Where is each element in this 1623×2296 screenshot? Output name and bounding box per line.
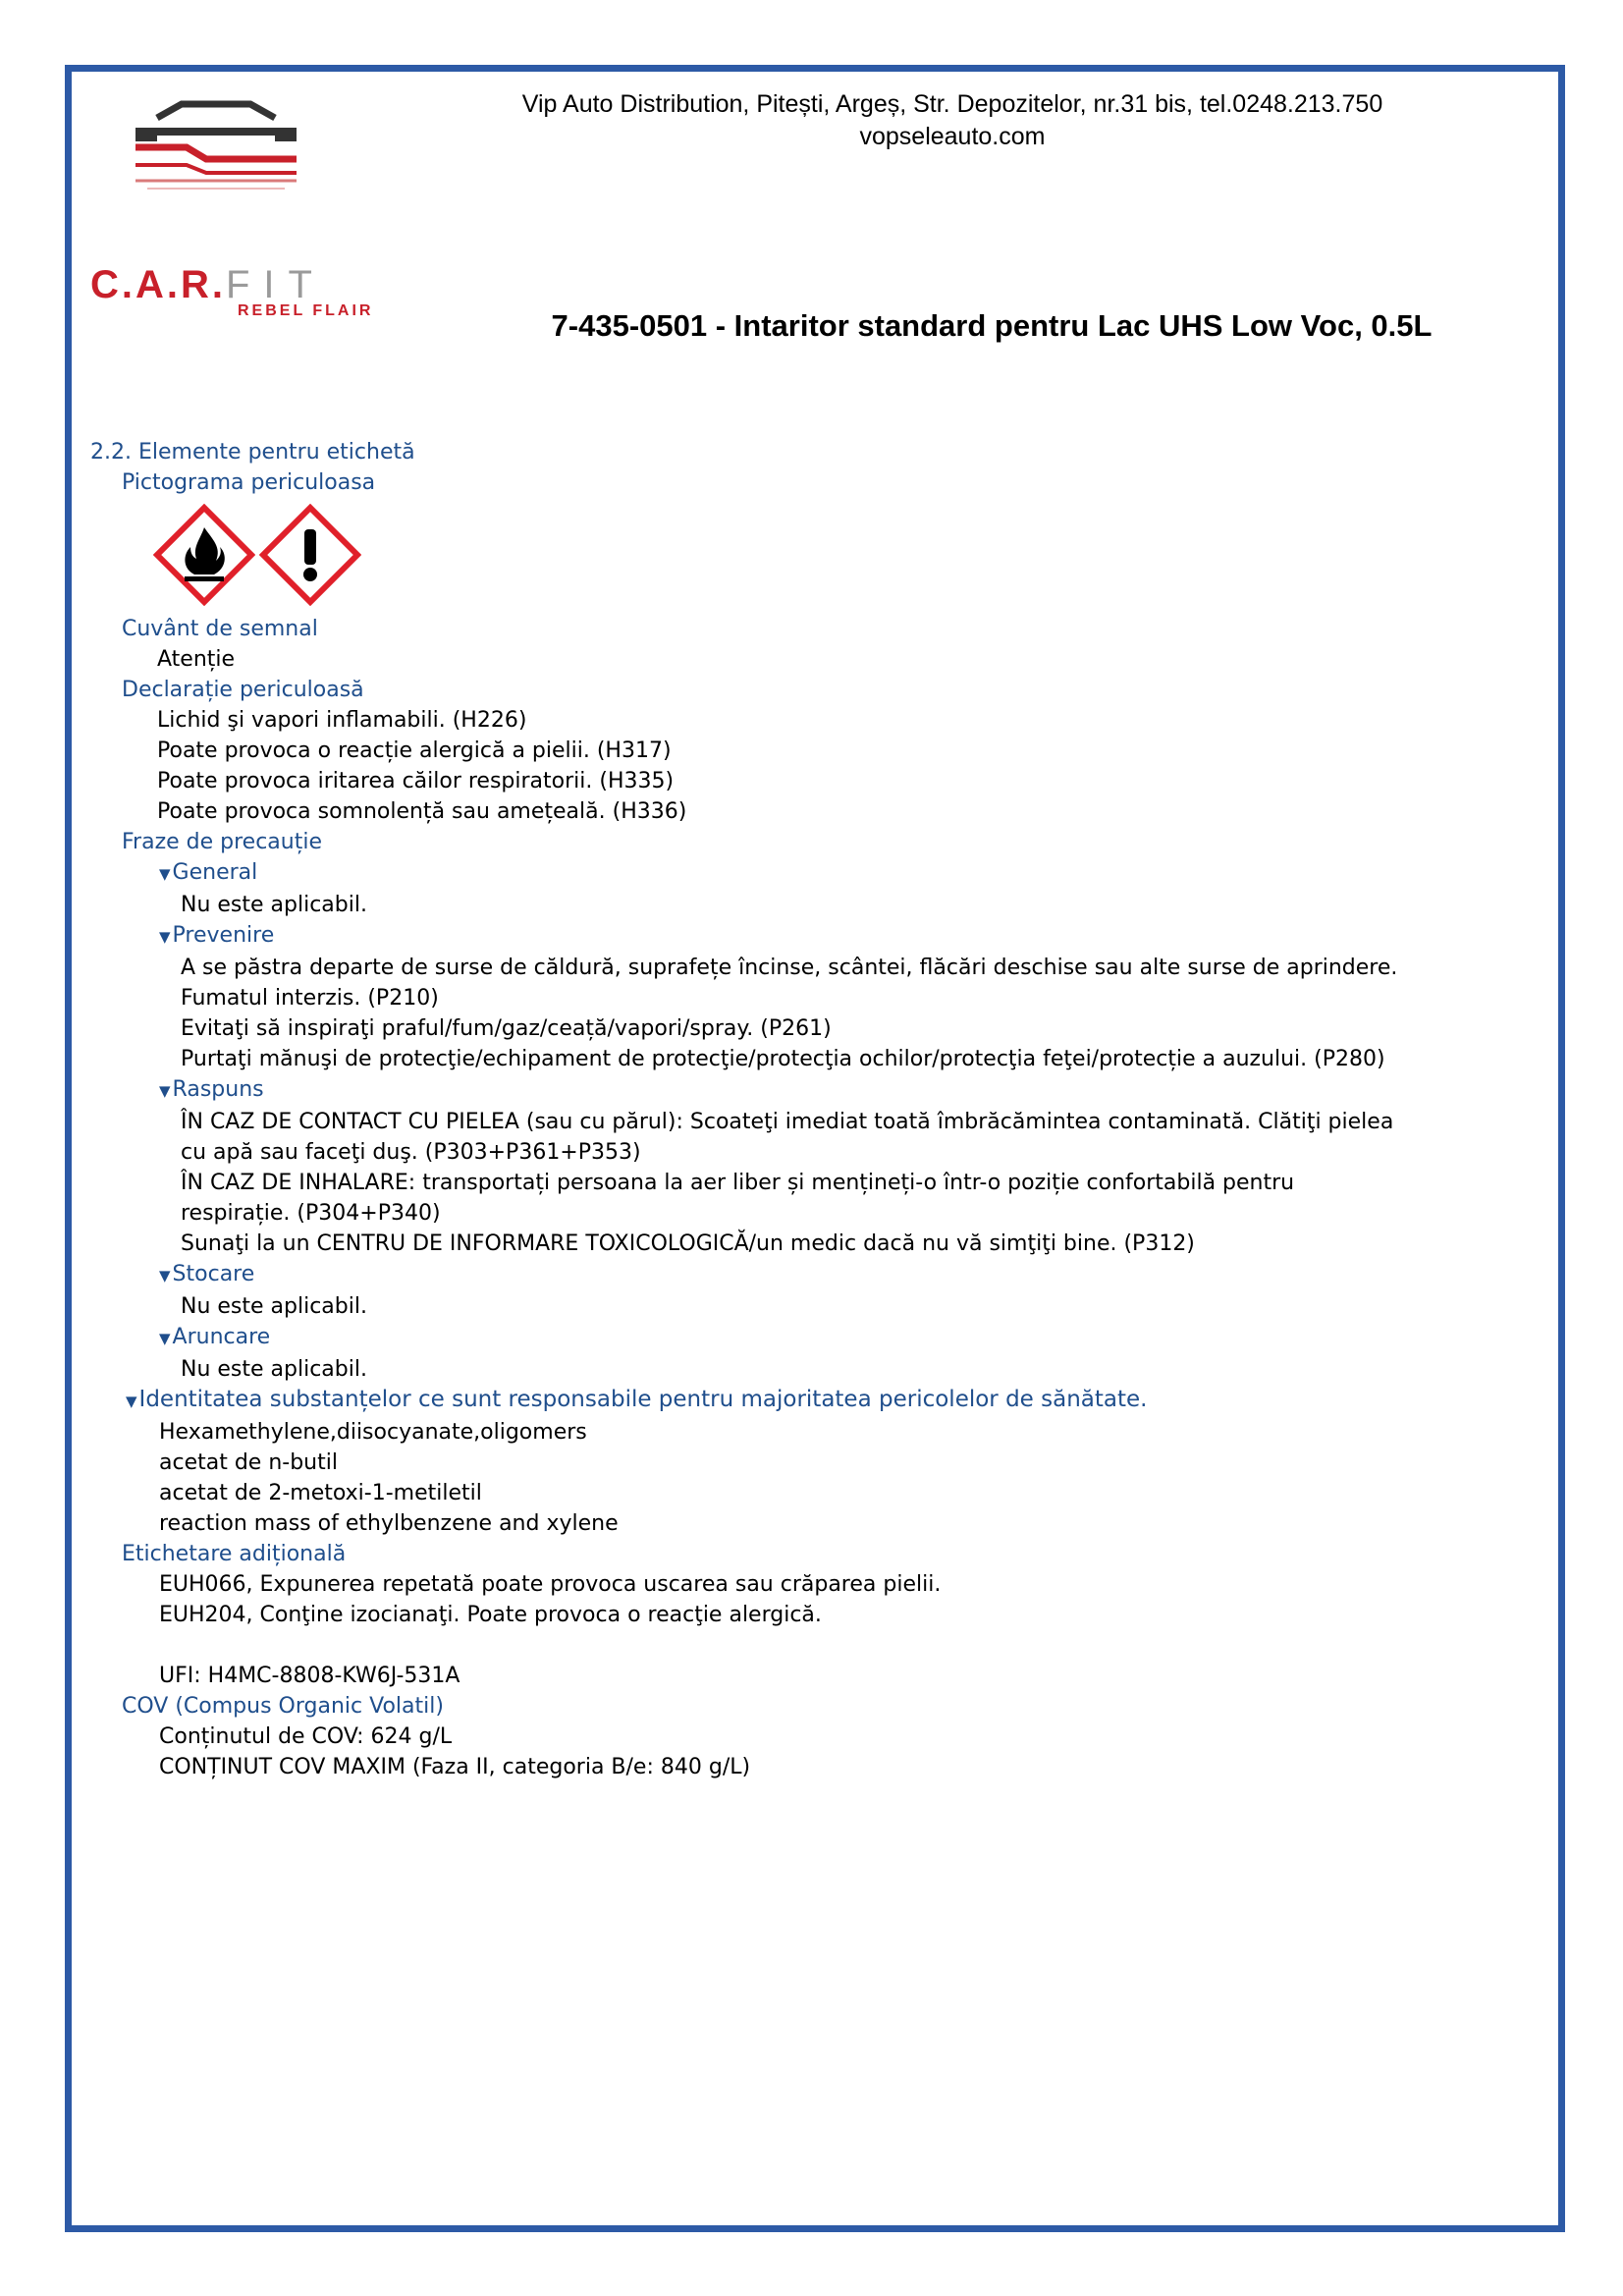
company-address: Vip Auto Distribution, Pitești, Argeș, Str. Depozitelor, nr.31 bis, tel.0248.213.750	[521, 90, 1383, 118]
prevention-statement: Purtaţi mănuşi de protecţie/echipament de protecţie/protecţia ochilor/protecţia feţei/protecție a auzului. (P280)	[181, 1047, 1385, 1071]
flame-icon	[153, 504, 255, 606]
hazard-statement-heading: Declarație periculoasă	[122, 678, 364, 702]
prevention-statement: A se păstra departe de surse de căldură, suprafețe încinse, scântei, flăcări deschise sau alte surse de aprindere.	[181, 956, 1398, 980]
ufi-code: UFI: H4MC-8808-KW6J-531A	[159, 1664, 460, 1688]
hazard-pictograms	[90, 504, 1465, 606]
prevention-statement: Fumatul interzis. (P210)	[181, 986, 439, 1011]
general-heading: ▼General	[159, 860, 258, 885]
additional-labelling-heading: Etichetare adițională	[122, 1542, 347, 1566]
triangle-down-icon: ▼	[159, 1267, 171, 1285]
signal-word: Atenție	[157, 647, 236, 672]
identity-substance: acetat de n-butil	[159, 1450, 338, 1475]
triangle-down-icon: ▼	[159, 1330, 171, 1347]
spacer	[90, 1630, 1465, 1661]
label-elements	[90, 437, 1465, 1782]
identity-substance: Hexamethylene,diisocyanate,oligomers	[159, 1420, 587, 1445]
signal-word-heading: Cuvânt de semnal	[122, 617, 318, 641]
general-text: Nu este aplicabil.	[181, 893, 367, 917]
company-website[interactable]: vopseleauto.com	[859, 123, 1046, 150]
section-title: 2.2. Elemente pentru etichetă	[90, 440, 415, 465]
hazard-statement: Poate provoca o reacție alergică a pielii. (H317)	[157, 738, 672, 763]
hazard-statement: Lichid şi vapori inflamabili. (H226)	[157, 708, 527, 733]
storage-text: Nu este aplicabil.	[181, 1294, 367, 1319]
response-statement: respirație. (P304+P340)	[181, 1201, 441, 1226]
response-statement: ÎN CAZ DE INHALARE: transportați persoana la aer liber și mențineți-o într-o poziție confortabilă pentru	[181, 1171, 1295, 1195]
prevention-heading: ▼Prevenire	[159, 923, 275, 948]
triangle-down-icon: ▼	[159, 928, 171, 946]
hazard-statement: Poate provoca somnolență sau amețeală. (H336)	[157, 799, 687, 824]
triangle-down-icon: ▼	[159, 865, 171, 883]
carfit-tagline: REBEL FLAIR	[238, 302, 374, 319]
exclamation-icon	[259, 504, 361, 606]
product-title: 7-435-0501 - Intaritor standard pentru Lac UHS Low Voc, 0.5L	[551, 308, 1433, 343]
pictogram-heading: Pictograma periculoasa	[122, 470, 376, 495]
storage-heading: ▼Stocare	[159, 1262, 255, 1286]
triangle-down-icon: ▼	[159, 1082, 171, 1100]
carfit-logo	[90, 263, 395, 322]
response-heading: ▼Raspuns	[159, 1077, 264, 1102]
additional-statement: EUH204, Conţine izocianaţi. Poate provoca o reacţie alergică.	[159, 1603, 822, 1627]
carfit-name: C.A.R.	[90, 263, 226, 306]
voc-heading: COV (Compus Organic Volatil)	[122, 1694, 444, 1719]
identity-substance: reaction mass of ethylbenzene and xylene	[159, 1511, 619, 1536]
triangle-down-icon: ▼	[126, 1393, 137, 1410]
carfit-wordmark	[90, 263, 326, 307]
hazard-statement: Poate provoca iritarea căilor respiratorii. (H335)	[157, 769, 675, 793]
response-statement: cu apă sau faceţi duş. (P303+P361+P353)	[181, 1140, 641, 1165]
carfit-fit: FIT	[226, 263, 326, 306]
voc-max: CONȚINUT COV MAXIM (Faza II, categoria B/e: 840 g/L)	[159, 1755, 751, 1779]
disposal-text: Nu este aplicabil.	[181, 1357, 367, 1382]
car-logo-icon	[128, 96, 304, 194]
identity-substance: acetat de 2-metoxi-1-metiletil	[159, 1481, 482, 1505]
voc-content: Conținutul de COV: 624 g/L	[159, 1724, 453, 1749]
precaution-heading: Fraze de precauție	[122, 830, 323, 854]
disposal-heading: ▼Aruncare	[159, 1325, 271, 1349]
response-statement: Sunaţi la un CENTRU DE INFORMARE TOXICOLOGICĂ/un medic dacă nu vă simţiţi bine. (P312)	[181, 1231, 1195, 1256]
additional-statement: EUH066, Expunerea repetată poate provoca uscarea sau crăparea pielii.	[159, 1572, 942, 1597]
prevention-statement: Evitaţi să inspiraţi praful/fum/gaz/ceață/vapori/spray. (P261)	[181, 1016, 832, 1041]
response-statement: ÎN CAZ DE CONTACT CU PIELEA (sau cu părul): Scoateţi imediat toată îmbrăcămintea contaminată. Clătiţi pielea	[181, 1110, 1394, 1134]
identity-heading: ▼Identitatea substanțelor ce sunt responsabile pentru majoritatea pericolelor de sănătate.	[126, 1387, 1148, 1412]
company-header	[393, 88, 1512, 153]
